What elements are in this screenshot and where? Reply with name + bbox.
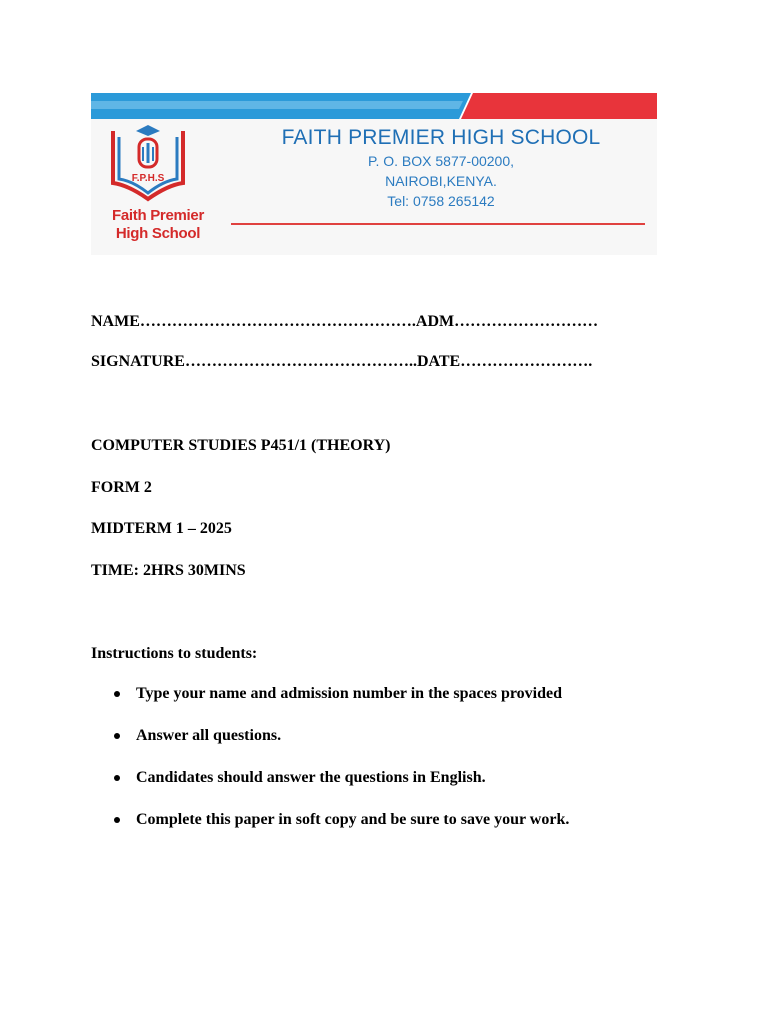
bullet-icon [114,817,120,823]
name-adm-field-line[interactable]: NAME…………………………………………….ADM……………………… [91,313,599,330]
school-crest-icon [103,123,193,207]
letterhead-body [91,119,657,255]
exam-term: MIDTERM 1 – 2025 [91,520,232,537]
school-address-box: P. O. BOX 5877-00200, [367,153,515,169]
instruction-item: Candidates should answer the questions in English. [91,768,569,810]
school-phone: Tel: 0758 265142 [387,193,495,209]
instruction-item: Type your name and admission number in the spaces provided [91,684,569,726]
bullet-icon [114,775,120,781]
school-logo [103,123,204,243]
bullet-icon [114,733,120,739]
bullet-icon [114,691,120,697]
signature-date-field-line[interactable]: SIGNATURE……………………………………..DATE……………………. [91,353,593,370]
instruction-item: Complete this paper in soft copy and be sure to save your work. [91,810,569,852]
school-letterhead [91,93,657,255]
letterhead-divider [231,223,645,225]
instructions-list [91,684,569,852]
logo-school-name: Faith Premier High School [112,207,204,242]
exam-form: FORM 2 [91,479,152,496]
school-contact-block [241,125,641,211]
letterhead-color-band [91,93,657,119]
exam-time: TIME: 2HRS 30MINS [91,562,246,579]
school-address-city: NAIROBI,KENYA. [385,173,497,189]
instructions-heading: Instructions to students: [91,645,258,662]
instruction-item: Answer all questions. [91,726,569,768]
school-name: FAITH PREMIER HIGH SCHOOL [281,126,601,149]
svg-text:F.P.H.S: F.P.H.S [131,173,165,184]
exam-subject: COMPUTER STUDIES P451/1 (THEORY) [91,437,391,454]
